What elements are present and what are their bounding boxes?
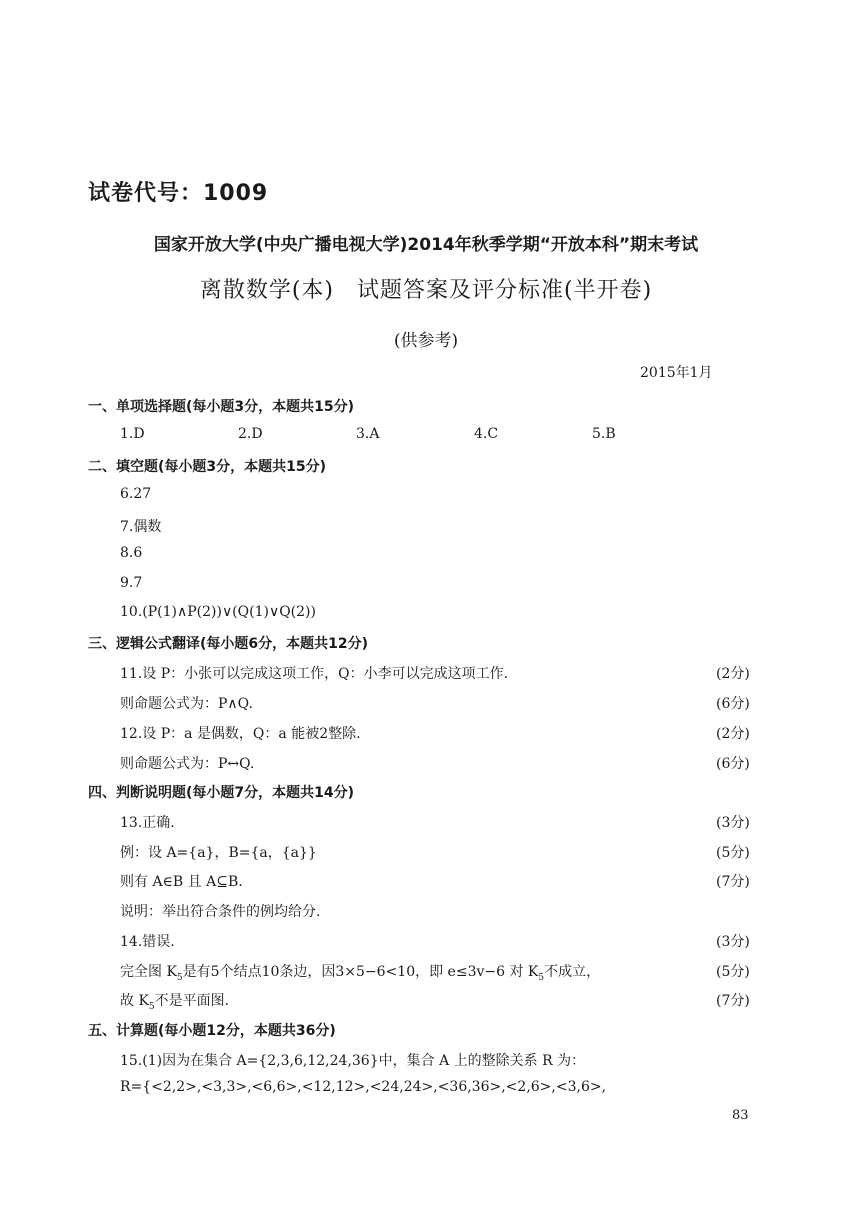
score-label: (2分) <box>716 666 750 682</box>
score-label: (7分) <box>716 874 750 890</box>
reference-note: (供参考) <box>393 331 459 351</box>
k5-text-suffix: 不成立， <box>544 964 601 980</box>
mc-answer-5: 5.B <box>592 426 616 442</box>
mc-answer-1: 1.D <box>120 426 145 442</box>
section-5-heading: 五、计算题(每小题12分，本题共36分) <box>88 1023 336 1039</box>
mc-answer-2: 2.D <box>238 426 263 442</box>
score-label: (6分) <box>716 696 750 712</box>
k5-planar-line <box>120 990 229 1012</box>
fill-answer-8: 8.6 <box>120 545 143 561</box>
score-label: (3分) <box>716 934 750 950</box>
page-number: 83 <box>732 1108 749 1123</box>
section-3-heading: 三、逻辑公式翻译(每小题6分，本题共12分) <box>88 636 369 652</box>
k5-text-middle: 是有5个结点10条边，因3×5−6<10，即 e≤3v−6 对 K <box>182 964 539 980</box>
score-label: (5分) <box>716 845 750 861</box>
answer-line: 14.错误. <box>120 934 175 950</box>
answer-line: 则命题公式为：P↔Q. <box>120 756 255 772</box>
score-label: (6分) <box>716 756 750 772</box>
k5-text-prefix: 故 K <box>120 993 149 1009</box>
k5-subscript: 5 <box>148 1001 155 1012</box>
k5-text-prefix: 完全图 K <box>120 964 177 980</box>
exam-title: 国家开放大学(中央广播电视大学)2014年秋季学期“开放本科”期末考试 <box>153 235 699 255</box>
exam-date: 2015年1月 <box>640 365 713 381</box>
answer-line: 11.设 P：小张可以完成这项工作，Q：小李可以完成这项工作. <box>120 666 509 682</box>
score-label: (5分) <box>716 964 750 980</box>
section-2-heading: 二、填空题(每小题3分，本题共15分) <box>88 459 327 475</box>
score-label: (2分) <box>716 726 750 742</box>
k5-subscript: 5 <box>176 972 183 983</box>
answer-line: R={<2,2>,<3,3>,<6,6>,<12,12>,<24,24>,<36,36>,<2,6>,<3,6>, <box>120 1079 607 1095</box>
answer-line: 15.(1)因为在集合 A={2,3,6,12,24,36}中，集合 A 上的整除关系 R 为： <box>120 1053 586 1069</box>
score-label: (7分) <box>716 993 750 1009</box>
fill-answer-9: 9.7 <box>120 575 143 591</box>
k5-edges-line <box>120 961 600 983</box>
mc-answer-3: 3.A <box>356 426 380 442</box>
answer-line: 13.正确. <box>120 815 175 831</box>
answer-line: 12.设 P：a 是偶数，Q：a 能被2整除. <box>120 726 361 742</box>
answer-line: 例：设 A={a}，B={a，{a}} <box>120 845 317 861</box>
exam-code-label: 试卷代号：1009 <box>88 181 269 206</box>
k5-subscript: 5 <box>538 972 545 983</box>
mc-answer-4: 4.C <box>474 426 499 442</box>
subject-title: 离散数学(本) 试题答案及评分标准(半开卷) <box>199 278 653 303</box>
section-1-heading: 一、单项选择题(每小题3分，本题共15分) <box>88 399 355 415</box>
fill-answer-7: 7.偶数 <box>120 519 162 535</box>
answer-note: 说明：举出符合条件的例均给分. <box>120 904 321 920</box>
fill-answer-6: 6.27 <box>120 486 152 502</box>
k5-text-suffix: 不是平面图. <box>154 993 230 1009</box>
fill-answer-10: 10.(P(1)∧P(2))∨(Q(1)∨Q(2)) <box>120 604 316 620</box>
answer-line: 则有 A∈B 且 A⊆B. <box>120 874 243 890</box>
answer-line: 则命题公式为：P∧Q. <box>120 696 253 712</box>
score-label: (3分) <box>716 815 750 831</box>
section-4-heading: 四、判断说明题(每小题7分，本题共14分) <box>88 785 355 801</box>
